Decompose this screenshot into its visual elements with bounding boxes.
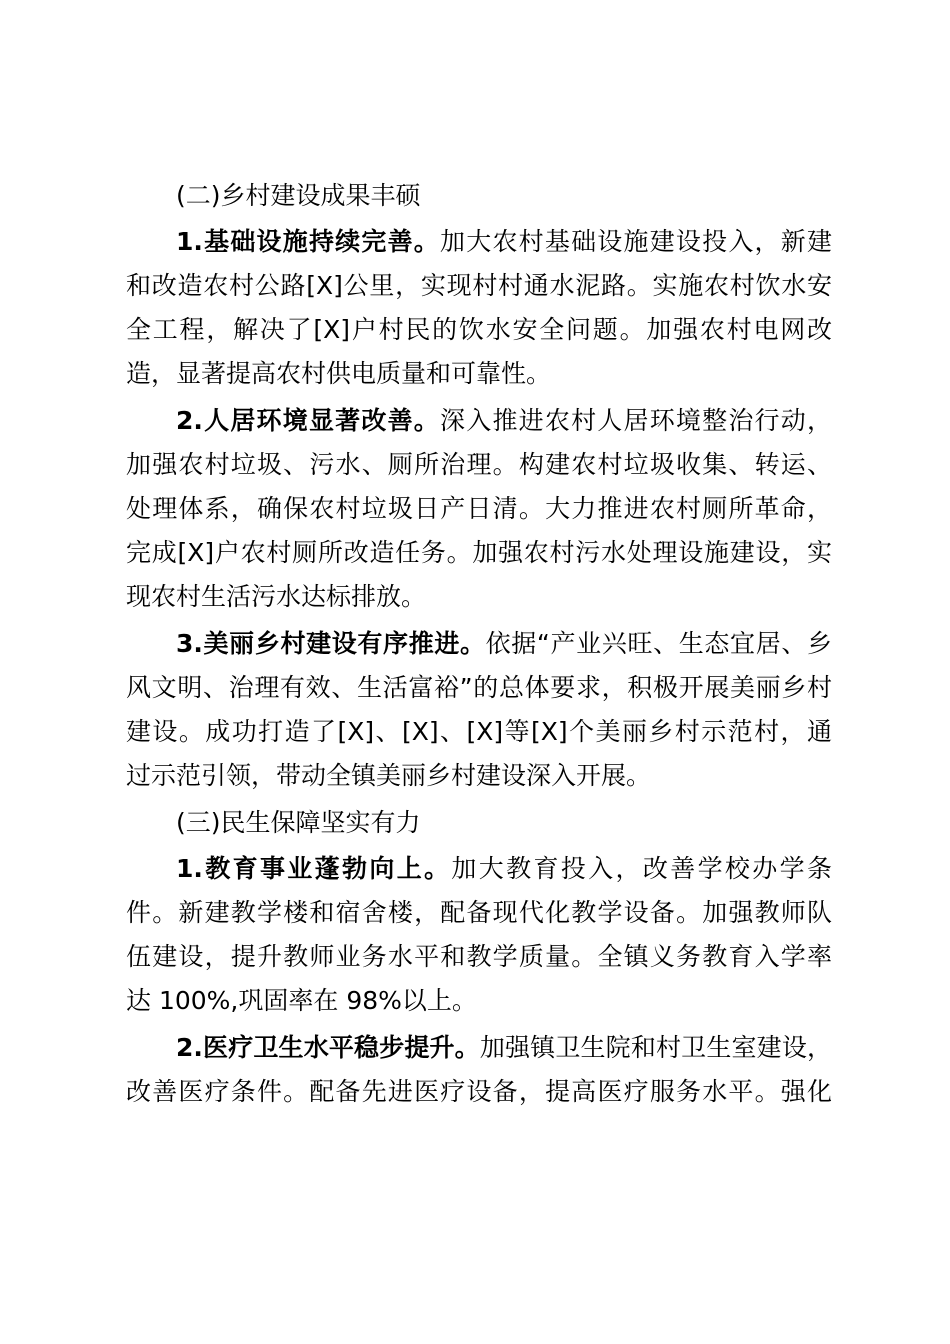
paragraph-line: 达 100%,巩固率在 98%以上。 xyxy=(126,986,477,1015)
paragraph-line: 加强农村垃圾、污水、厕所治理。构建农村垃圾收集、转运、 xyxy=(126,450,832,479)
paragraph-line: 造，显著提高农村供电质量和可靠性。 xyxy=(126,359,552,388)
paragraph-line: 件。新建教学楼和宿舍楼，配备现代化教学设备。加强教师队 xyxy=(126,898,832,927)
paragraph-line: 2.医疗卫生水平稳步提升。加强镇卫生院和村卫生室建设， xyxy=(176,1033,832,1062)
paragraph-line: 伍建设，提升教师业务水平和教学质量。全镇义务教育入学率 xyxy=(126,942,832,971)
paragraph-lead: 3.美丽乡村建设有序推进。 xyxy=(176,629,486,658)
paragraph-lead: 2.医疗卫生水平稳步提升。 xyxy=(176,1033,480,1062)
paragraph-lead: 1.教育事业蓬勃向上。 xyxy=(176,854,452,883)
paragraph-healthcare xyxy=(126,1026,832,1114)
section-heading-rural-construction: (二)乡村建设成果丰硕 xyxy=(176,181,421,210)
paragraph-education xyxy=(126,847,832,1023)
paragraph-living-environment xyxy=(126,399,832,619)
paragraph-line: 完成[X]户农村厕所改造任务。加强农村污水处理设施建设，实 xyxy=(126,538,832,567)
paragraph-line: 3.美丽乡村建设有序推进。依据“产业兴旺、生态宜居、乡 xyxy=(176,629,832,658)
paragraph-line: 1.基础设施持续完善。加大农村基础设施建设投入，新建 xyxy=(176,227,832,256)
paragraph-line: 建设。成功打造了[X]、[X]、[X]等[X]个美丽乡村示范村，通 xyxy=(126,717,832,746)
paragraph-lead: 2.人居环境显著改善。 xyxy=(176,406,441,435)
document-page xyxy=(126,174,832,1114)
paragraph-infrastructure xyxy=(126,220,832,396)
paragraph-line: 处理体系，确保农村垃圾日产日清。大力推进农村厕所革命， xyxy=(126,494,832,523)
paragraph-line: 现农村生活污水达标排放。 xyxy=(126,582,427,611)
paragraph-line: 风文明、治理有效、生活富裕”的总体要求，积极开展美丽乡村 xyxy=(126,673,832,702)
paragraph-line: 1.教育事业蓬勃向上。加大教育投入，改善学校办学条 xyxy=(176,854,832,883)
paragraph-beautiful-village xyxy=(126,622,832,798)
paragraph-lead: 1.基础设施持续完善。 xyxy=(176,227,441,256)
paragraph-line: 过示范引领，带动全镇美丽乡村建设深入开展。 xyxy=(126,761,652,790)
paragraph-line: 改善医疗条件。配备先进医疗设备，提高医疗服务水平。强化 xyxy=(126,1077,832,1106)
paragraph-line: 和改造农村公路[X]公里，实现村村通水泥路。实施农村饮水安 xyxy=(126,271,832,300)
section-heading-livelihood: (三)民生保障坚实有力 xyxy=(176,808,421,837)
paragraph-line: 全工程，解决了[X]户村民的饮水安全问题。加强农村电网改 xyxy=(126,315,832,344)
paragraph-line: 2.人居环境显著改善。深入推进农村人居环境整治行动， xyxy=(176,406,832,435)
